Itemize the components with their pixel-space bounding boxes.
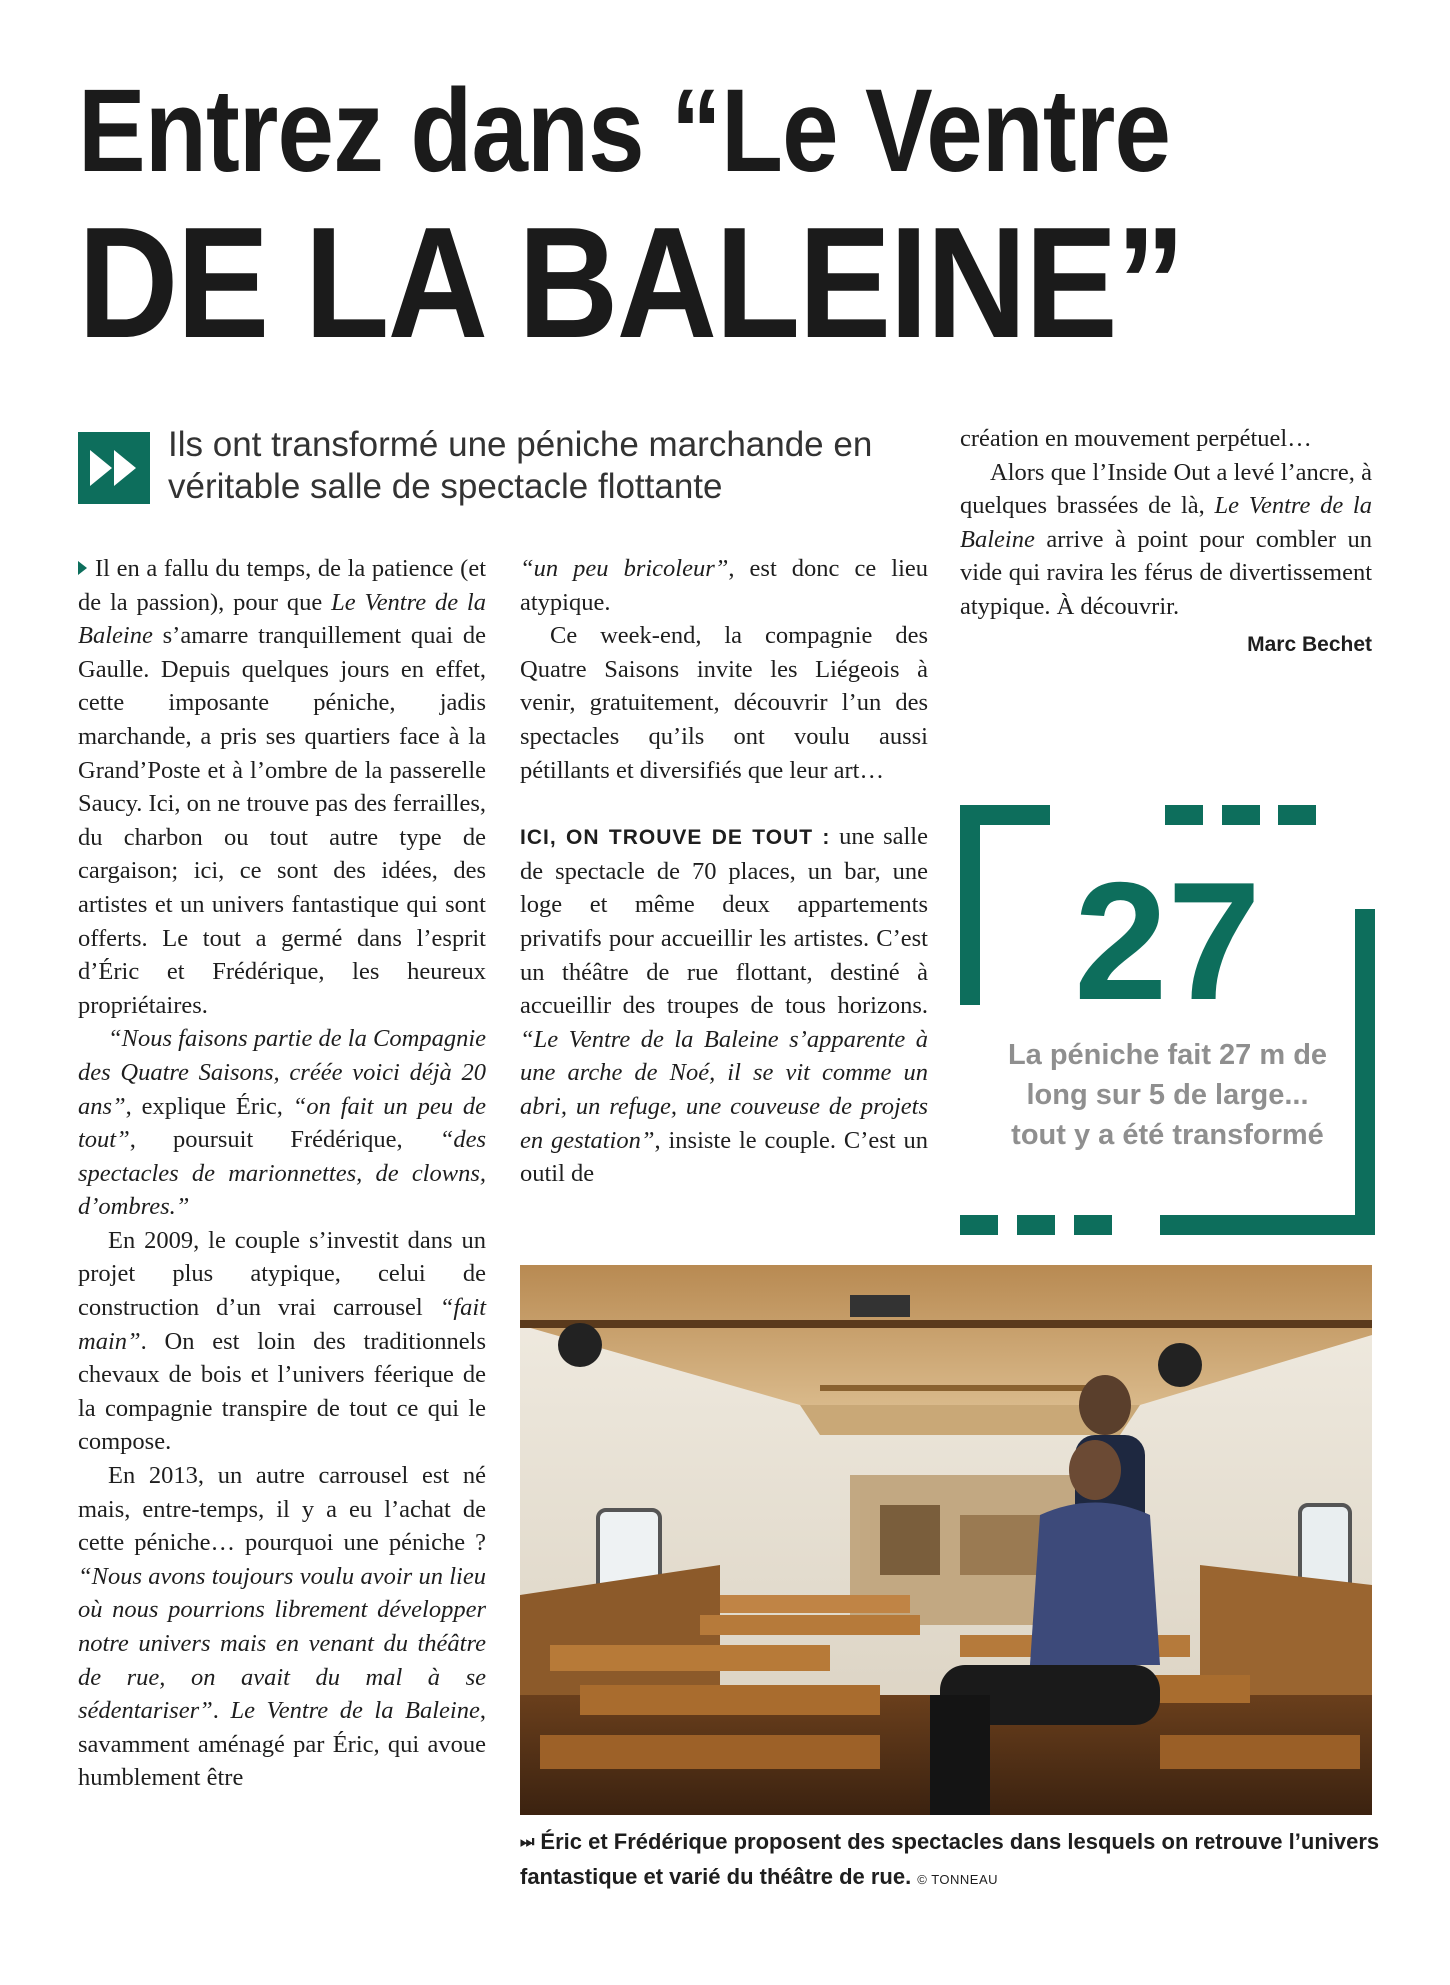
stat-description: La péniche fait 27 m de long sur 5 de large... tout y a été transformé: [1007, 1039, 1328, 1151]
frame-square: [1074, 1215, 1112, 1235]
frame-square: [960, 1215, 998, 1235]
headline: [78, 65, 1378, 371]
headline-line1: Entrez dans “Le Ventre: [78, 65, 1171, 197]
paragraph: ICI, ON TROUVE DE TOUT : une salle de spectacle de 70 places, un bar, une loge et même deux appartements privatifs pour accueillir les artistes. C’est un théâtre de rue flottant, destiné à accueillir des troupes de tous horizons. “Le Ventre de la Baleine s’apparente à une arche de Noé, il se vit comme un abri, un refuge, une couveuse de projets en gestation”, insiste le couple. C’est un outil de: [520, 823, 928, 1188]
paragraph: En 2009, le couple s’investit dans un projet plus atypique, celui de construction d’un vrai carrousel “fait main”. On est loin des traditionnels chevaux de bois et l’univers féerique de la compagnie transpire de tout ce qui le compose.: [78, 1226, 486, 1456]
paragraph: création en mouvement perpétuel…: [960, 425, 1312, 452]
paragraph: “Nous faisons partie de la Compagnie des Quatre Saisons, créée voici déjà 20 ans”, explique Éric, “on fait un peu de tout”, poursuit Frédérique, “des spectacles de marionnettes, de clowns, d’ombres.”: [78, 1025, 487, 1221]
paragraph: Alors que l’Inside Out a levé l’ancre, à quelques brassées de là, Le Ventre de la Baleine arrive à point pour combler un vide qui ravira les férus de divertissement atypique. À découvrir.: [960, 458, 1372, 620]
paragraph: Il en a fallu du temps, de la patience (et de la passion), pour que Le Ventre de la Baleine s’amarre tranquillement quai de Gaulle. Depuis quelques jours en effet, cette imposante péniche, jadis marchande, a pris ses quartiers face à la Grand’Poste et à l’ombre de la passerelle Saucy. Ici, on ne trouve pas des ferrailles, du charbon ou tout autre type de cargaison; ici, ce sont des idées, des artistes et un univers fantastique qui sont offerts. Le tout a germé dans l’esprit d’Éric et Frédérique, les heureux propriétaires.: [78, 555, 486, 1019]
subhead: ICI, ON TROUVE DE TOUT :: [520, 826, 831, 850]
frame-square: [1278, 805, 1316, 825]
frame-bar: [1160, 1215, 1375, 1235]
paragraph: “un peu bricoleur”, est donc ce lieu atypique.: [520, 555, 928, 616]
article-column-3: [960, 422, 1372, 661]
frame-square: [1017, 1215, 1055, 1235]
skip-forward-icon: ⏭: [520, 1834, 535, 1851]
photo-boat-interior: [520, 1265, 1372, 1815]
stat-number: 27: [1074, 847, 1261, 1035]
fast-forward-icon: [78, 432, 150, 504]
paragraph: En 2013, un autre carrousel est né mais, entre-temps, il y a eu l’achat de cette péniche… pourquoi une péniche ? “Nous avons toujours voulu avoir un lieu où nous pourrions librement développer notre univers mais en venant du théâtre de rue, on avait du mal à se sédentariser”. Le Ventre de la Baleine, savamment aménagé par Éric, qui avoue humblement être: [78, 1462, 486, 1792]
article-column-1: [78, 552, 486, 1795]
frame-square: [1222, 805, 1260, 825]
bullet-triangle-icon: [78, 561, 87, 575]
lead-text: Ils ont transformé une péniche marchande en véritable salle de spectacle flottante: [168, 425, 873, 506]
paragraph: Ce week-end, la compagnie des Quatre Saisons invite les Liégeois à venir, gratuitement, découvrir l’un des spectacles qu’ils ont voulu aussi pétillants et diversifiés que leur art…: [520, 622, 928, 784]
photo-credit: © TONNEAU: [917, 1872, 999, 1887]
article-column-2: [520, 552, 928, 1191]
headline-line2: DE LA BALEINE”: [78, 195, 1184, 371]
frame-square: [1165, 805, 1203, 825]
stat-box: [960, 805, 1375, 1235]
photo-caption: ⏭ Éric et Frédérique proposent des spectacles dans lesquels on retrouve l’univers fantastique et varié du théâtre de rue. © TONNEAU: [520, 1825, 1380, 1897]
byline: Marc Bechet: [1247, 632, 1372, 656]
